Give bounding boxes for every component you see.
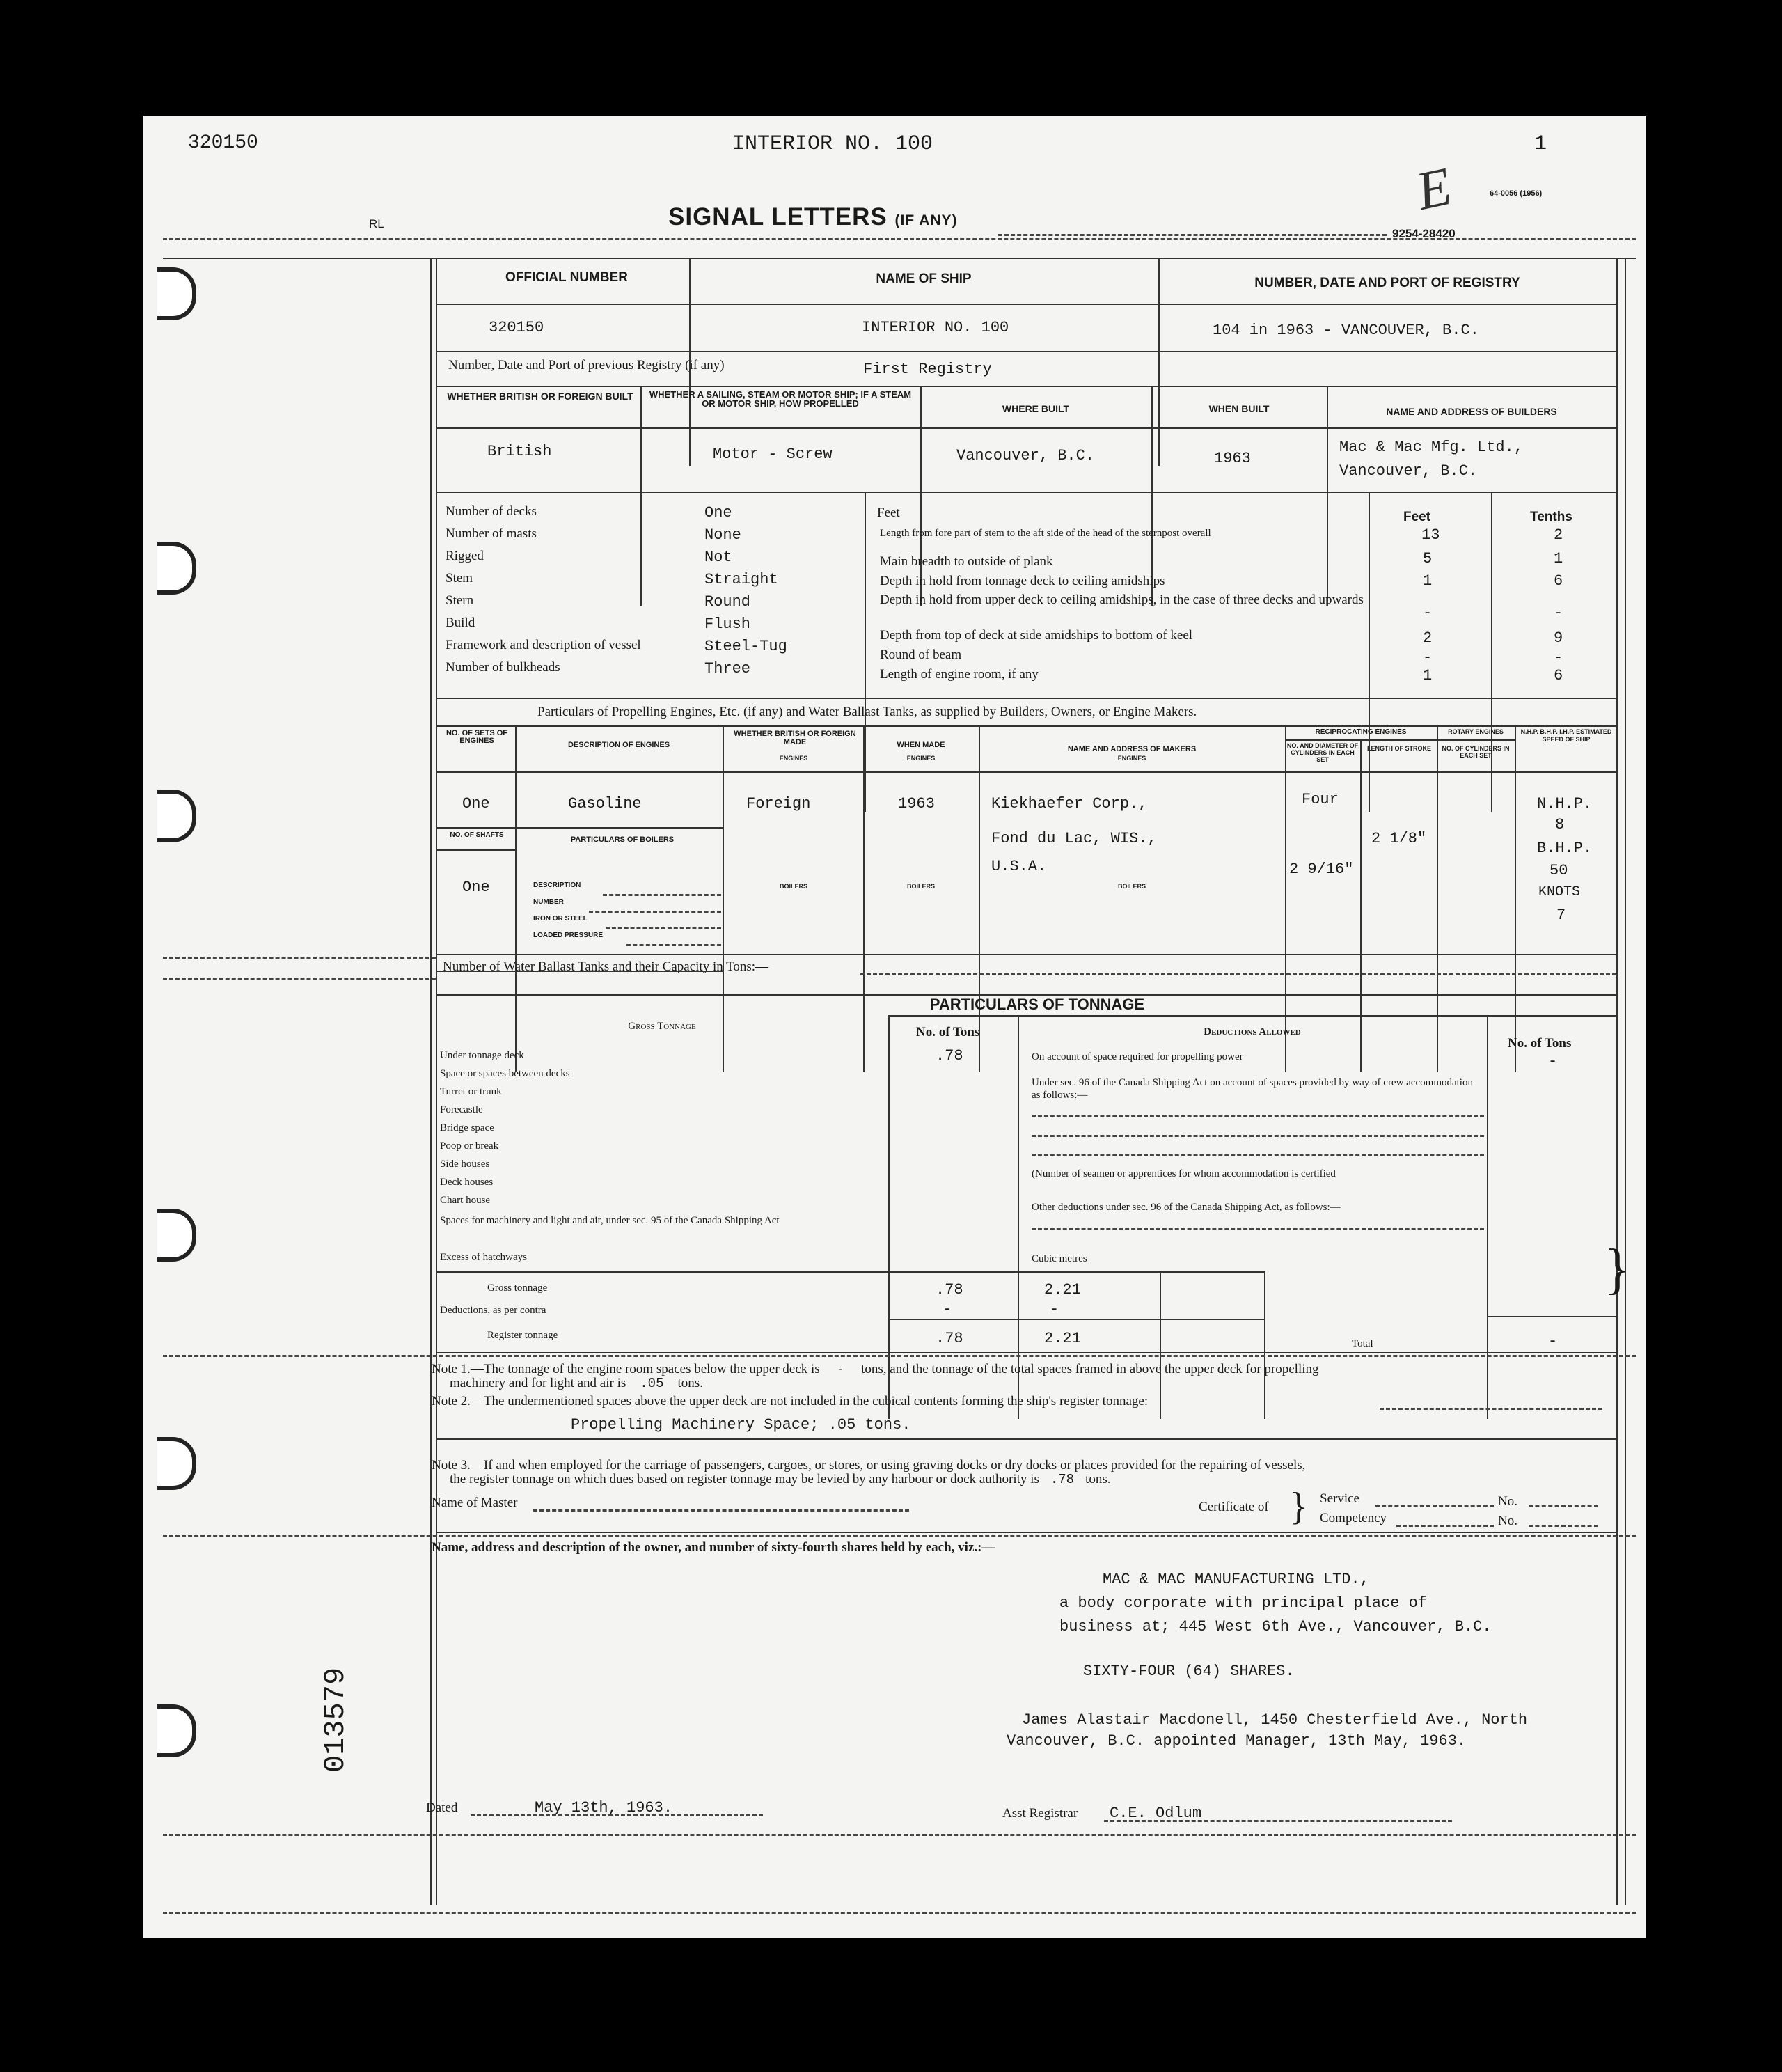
boilers-label: PARTICULARS OF BOILERS [570,835,675,844]
frame-line [1625,258,1626,1905]
official-number-label: OFFICIAL NUMBER [505,270,628,285]
page-title: INTERIOR NO. 100 [732,132,933,156]
ship-name-value: INTERIOR NO. 100 [862,319,1009,336]
note3-line2-text: the register tonnage on which dues based on register tonnage may be levied by any harbour or dock authority is [450,1472,1039,1486]
deduction-item: On account of space required for propelling power [1032,1051,1243,1062]
rule [1375,1505,1494,1507]
bhp-label: B.H.P. [1537,840,1593,857]
maker-line1: Kiekhaefer Corp., [991,795,1148,813]
deductions-header: Deductions Allowed [1204,1026,1301,1037]
builder-line1: Mac & Mac Mfg. Ltd., [1339,439,1524,456]
propulsion-value: Motor - Screw [713,446,833,463]
shafts-label: NO. OF SHAFTS [450,831,504,839]
gross-item: Excess of hatchways [440,1252,527,1263]
note3-line1: Note 3.—If and when employed for the carriage of passengers, cargoes, or stores, or using graving docks or dry docks or places provided for the repairing of vessels, [432,1458,1306,1473]
register-tonnage-label: Register tonnage [487,1330,558,1341]
gross-tonnage-label: Gross tonnage [487,1282,548,1294]
rule [163,1834,1636,1836]
eng-boilers-word: BOILERS [779,883,807,890]
masts-label: Number of masts [446,526,537,541]
stem-label: Stem [446,571,473,586]
gross-tonnage-value: .78 [936,1281,963,1298]
note2-label: Note 2.—The undermentioned spaces above the upper deck are not included in the cubical contents forming the ship's register tonnage: [432,1394,1149,1408]
cell-line [1360,739,1362,1072]
competency-no-label: No. [1498,1514,1517,1528]
punch-hole-icon [157,1704,196,1757]
british-foreign-value: British [487,443,552,460]
frame-line [436,258,437,1905]
feet-header: Feet [877,505,900,520]
rule [533,1509,909,1512]
depth-keel-label: Depth from top of deck at side amidships to bottom of keel [880,628,1193,643]
note1-line1 [432,1362,1319,1377]
deductions-contra-value: - [943,1301,952,1318]
rule [888,1015,1616,1017]
eng-header-when: WHEN MADE [897,741,945,749]
cell-line [1369,492,1370,812]
official-number-value: 320150 [489,319,544,336]
tenths-label: Tenths [1530,510,1572,524]
boiler-material-label: IRON OR STEEL [533,915,588,923]
eng-header-description: DESCRIPTION OF ENGINES [567,741,670,749]
stem-value: Straight [704,571,778,588]
cell-line [1491,492,1492,812]
dated-label: Dated [426,1800,458,1815]
rule [1380,1408,1602,1410]
owner-line1: MAC & MAC MANUFACTURING LTD., [1103,1571,1369,1588]
rule [163,238,1636,240]
shafts-value: One [462,879,490,896]
stroke-value: 2 1/8" [1371,830,1427,847]
brace-icon: } [1604,1239,1631,1300]
engines-title: Particulars of Propelling Engines, Etc. (if any) and Water Ballast Tanks, as supplied by Builders, Owners, or Engine Makers. [537,705,1197,719]
cell-line [888,1015,890,1419]
round-beam-label: Round of beam [880,648,962,662]
build-header-builders: NAME AND ADDRESS OF BUILDERS [1386,406,1557,417]
rule [436,1271,1265,1273]
rule [1487,1316,1616,1317]
rule [436,698,1616,699]
cell-line [1327,386,1328,606]
no-of-tons-header-right: No. of Tons [1508,1036,1572,1051]
framework-label: Framework and description of vessel [446,638,641,652]
rule [436,771,1616,773]
register-cubic-value: 2.21 [1044,1330,1081,1347]
boiler-line [606,927,721,929]
owner-line3: business at; 445 West 6th Ave., Vancouver, B.C. [1059,1618,1492,1635]
deductions-contra-label: Deductions, as per contra [440,1305,546,1316]
engine-when-value: 1963 [898,795,935,813]
rule [1396,1525,1494,1527]
owner-line2: a body corporate with principal place of [1059,1594,1428,1612]
engine-room-feet: 1 [1423,667,1433,684]
register-document [143,116,1646,1938]
knots-value: 7 [1556,907,1566,924]
decks-value: One [704,504,732,521]
where-built-value: Vancouver, B.C. [956,447,1095,464]
stern-value: Round [704,593,751,611]
build-value: Flush [704,615,751,633]
note3-value: .78 [1050,1472,1075,1487]
bulkheads-label: Number of bulkheads [446,660,560,675]
rule [436,725,1616,727]
note1-prefix: Note 1.—The tonnage of the engine room spaces below the upper deck is [432,1362,820,1376]
handwritten-mark: E [1411,155,1457,222]
cell-line [1264,1271,1265,1419]
note1-value: - [836,1362,845,1377]
form-number: 64-0056 (1956) [1490,189,1543,198]
cell-line [1151,386,1153,606]
bhp-value: 50 [1550,862,1568,879]
cell-line [1285,725,1286,1072]
boiler-number-label: NUMBER [533,898,564,906]
stern-label: Stern [446,593,474,608]
build-header-propulsion: WHETHER A SAILING, STEAM OR MOTOR SHIP; IF A STEAM OR MOTOR SHIP, HOW PROPELLED [649,389,912,409]
eng-boilers-word: BOILERS [906,883,935,890]
rule [436,954,1616,955]
manager-line1: James Alastair Macdonell, 1450 Chesterfield Ave., North [1022,1711,1528,1729]
note1-value2: .05 [640,1376,664,1391]
breadth-label: Main breadth to outside of plank [880,554,1053,569]
bulkheads-value: Three [704,660,751,677]
gross-tonnage-header: Gross Tonnage [628,1021,696,1032]
name-of-ship-label: NAME OF SHIP [876,272,972,286]
rule [1032,1154,1484,1156]
deduction-item: Under sec. 96 of the Canada Shipping Act on account of spaces provided by way of crew accommodation as follows:— [1032,1077,1473,1101]
gross-item: Side houses [440,1159,490,1170]
nhp-value: 8 [1555,816,1565,833]
note1-suffix: tons. [677,1376,703,1390]
service-label: Service [1320,1491,1359,1506]
rule [436,386,1616,387]
total-label: Total [1352,1338,1373,1349]
note2-value: Propelling Machinery Space; .05 tons. [571,1416,911,1434]
rule [860,973,1616,975]
note3-suffix: tons. [1085,1472,1111,1486]
depth-keel-tenths: 9 [1554,629,1563,647]
brace-icon: } [1289,1485,1308,1528]
note1-middle: tons, and the tonnage of the total spaces framed in above the upper deck for propelling [861,1362,1319,1376]
rigged-label: Rigged [446,549,484,563]
frame-line [430,258,432,1905]
cell-line [1018,1015,1019,1419]
gross-item: Poop or break [440,1140,499,1152]
engine-description-value: Gasoline [568,795,642,813]
rule [436,304,1616,305]
cell-line [865,492,866,812]
length-feet: 13 [1421,526,1440,544]
deductions-contra-cubic: - [1050,1301,1059,1318]
knots-label: KNOTS [1538,884,1581,900]
eng-engines-word: ENGINES [906,755,936,762]
punch-hole-icon [157,1209,196,1262]
rule [436,827,723,829]
dated-value: May 13th, 1963. [535,1799,673,1816]
master-label: Name of Master [432,1496,518,1510]
rule [1032,1115,1484,1117]
manager-line2: Vancouver, B.C. appointed Manager, 13th May, 1963. [1007,1732,1467,1750]
previous-registry-label: Number, Date and Port of previous Registry (if any) [448,358,725,372]
eng-subheader-stroke: LENGTH OF STROKE [1367,745,1431,752]
engine-origin-value: Foreign [746,795,811,813]
eng-header-rotary: ROTARY ENGINES [1448,728,1504,735]
rule [436,492,1616,493]
rule [1529,1505,1598,1507]
masts-value: None [704,526,741,544]
diameter-value: 2 9/16" [1289,861,1354,878]
registry-label: NUMBER, DATE AND PORT OF REGISTRY [1254,276,1520,290]
cell-line [979,725,980,1072]
eng-engines-word: ENGINES [779,755,808,762]
build-label: Build [446,615,475,630]
side-number: 013579 [319,1667,352,1773]
deduction-item: Other deductions under sec. 96 of the Canada Shipping Act, as follows:— [1032,1202,1341,1213]
breadth-feet: 5 [1423,550,1433,567]
signal-letters-label: SIGNAL LETTERS [668,203,888,230]
cell-line [640,386,642,606]
page-number: 1 [1534,132,1547,156]
rule [163,957,436,959]
gross-item: Under tonnage deck [440,1050,524,1061]
gross-item: Turret or trunk [440,1086,502,1097]
rule [436,427,1616,429]
certificate-label: Certificate of [1199,1500,1269,1514]
total-value: - [1548,1333,1558,1350]
signal-letters-blank [998,234,1387,236]
rule [436,1532,1616,1533]
rule [163,1912,1636,1914]
eng-header-makers: NAME AND ADDRESS OF MAKERS [1067,745,1197,753]
depth-upper-label: Depth in hold from upper deck to ceiling amidships, in the case of three decks and upwards [880,592,1364,607]
framework-value: Steel-Tug [704,638,787,655]
gross-cubic-value: 2.21 [1044,1281,1081,1298]
depth-upper-feet: - [1423,604,1433,622]
nhp-label: N.H.P. [1537,795,1593,813]
eng-subheader-diameter: NO. AND DIAMETER OF CYLINDERS IN EACH SET [1286,742,1359,763]
rule [436,1352,1616,1353]
punch-hole-icon [157,267,196,320]
registrar-label: Asst Registrar [1002,1806,1078,1821]
eng-engines-word: ENGINES [1117,755,1146,762]
tonnage-title: PARTICULARS OF TONNAGE [929,996,1145,1013]
punch-hole-icon [157,1437,196,1490]
deduction-item: (Number of seamen or apprentices for whom accommodation is certified [1032,1168,1336,1179]
gross-item: Bridge space [440,1122,494,1133]
engine-room-label: Length of engine room, if any [880,667,1039,682]
build-header-where: WHERE BUILT [1002,403,1070,414]
boiler-description-label: DESCRIPTION [533,881,581,889]
eng-header-sets: NO. OF SETS OF ENGINES [446,729,507,745]
rigged-value: Not [704,549,732,566]
registrar-value: C.E. Odlum [1110,1805,1202,1822]
decks-label: Number of decks [446,504,537,519]
feet-label: Feet [1403,510,1431,524]
eng-boilers-word: BOILERS [1117,883,1146,890]
register-tonnage-value: .78 [936,1330,963,1347]
form-ref: 9254-28420 [1392,227,1456,240]
engine-room-tenths: 6 [1554,667,1563,684]
eng-header-power: N.H.P. B.H.P. I.H.P. ESTIMATED SPEED OF SHIP [1520,728,1612,743]
round-beam-feet: - [1423,649,1433,666]
rule [163,1535,1636,1537]
cubic-metres-label: Cubic metres [1032,1253,1087,1264]
gross-item: Spaces for machinery and light and air, under sec. 95 of the Canada Shipping Act [440,1215,780,1226]
punch-hole-icon [157,542,196,595]
rule [1032,1135,1484,1137]
punch-hole-icon [157,790,196,842]
cell-line [1160,1271,1161,1419]
rule [436,1438,1616,1440]
no-of-tons-header: No. of Tons [916,1025,980,1039]
note1-line2 [450,1376,703,1391]
previous-registry-value: First Registry [863,361,992,378]
signal-if-any: (IF ANY) [894,212,958,228]
maker-line2: Fond du Lac, WIS., [991,830,1157,847]
boiler-line [603,894,721,896]
deduction-tons-value: - [1548,1053,1558,1070]
owner-shares: SIXTY-FOUR (64) SHARES. [1083,1663,1295,1680]
cell-line [1437,725,1438,1072]
boiler-pressure-label: LOADED PRESSURE [533,932,604,939]
cell-line [1515,725,1516,1072]
eng-header-reciprocating: RECIPROCATING ENGINES [1315,728,1407,736]
length-label: Length from fore part of stem to the aft side of the head of the sternpost overall [880,528,1211,539]
builder-line2: Vancouver, B.C. [1339,462,1478,480]
depth-tonnage-feet: 1 [1423,572,1433,590]
length-tenths: 2 [1554,526,1563,544]
rl-mark: RL [369,217,384,230]
gross-item: Forecastle [440,1104,483,1115]
maker-line3: U.S.A. [991,858,1047,875]
under-deck-tons-value: .78 [936,1047,963,1065]
engine-sets-value: One [462,795,490,813]
stamp-number: 320150 [188,132,258,154]
gross-item: Deck houses [440,1177,494,1188]
gross-item: Space or spaces between decks [440,1068,570,1079]
round-beam-tenths: - [1554,649,1563,666]
cell-line [920,386,922,606]
eng-header-origin: WHETHER BRITISH OR FOREIGN MADE [734,730,856,746]
eng-subheader-rotary-cyl: NO. OF CYLINDERS IN EACH SET [1442,745,1510,759]
cylinders-value: Four [1302,791,1339,808]
depth-upper-tenths: - [1554,604,1563,622]
signal-letters-heading [668,203,958,231]
note3-line2 [450,1472,1111,1487]
rule [163,258,1636,259]
note1-line2-prefix: machinery and for light and air is [450,1376,626,1390]
cell-line [1487,1015,1488,1419]
rule [1285,739,1515,741]
rule [163,978,436,980]
rule [436,849,515,851]
rule [1032,1228,1484,1230]
rule [436,351,1616,352]
depth-tonnage-label: Depth in hold from tonnage deck to ceiling amidships [880,574,1165,588]
boiler-line [589,911,721,913]
competency-label: Competency [1320,1511,1387,1525]
build-header-origin: WHETHER BRITISH OR FOREIGN BUILT [447,391,633,402]
ballast-label: Number of Water Ballast Tanks and their Capacity in Tons:— [443,959,769,974]
frame-line [1616,258,1618,1905]
depth-tonnage-tenths: 6 [1554,572,1563,590]
rule [163,1355,1636,1357]
service-no-label: No. [1498,1494,1517,1509]
when-built-value: 1963 [1214,450,1251,467]
registry-value: 104 in 1963 - VANCOUVER, B.C. [1213,322,1479,339]
rule [888,1319,1265,1320]
build-header-when: WHEN BUILT [1208,403,1270,414]
depth-keel-feet: 2 [1423,629,1433,647]
breadth-tenths: 1 [1554,550,1563,567]
gross-item: Chart house [440,1195,491,1206]
rule [1529,1525,1598,1527]
owner-label: Name, address and description of the owner, and number of sixty-fourth shares held by each, viz.:— [432,1540,995,1555]
boiler-line [626,944,721,946]
